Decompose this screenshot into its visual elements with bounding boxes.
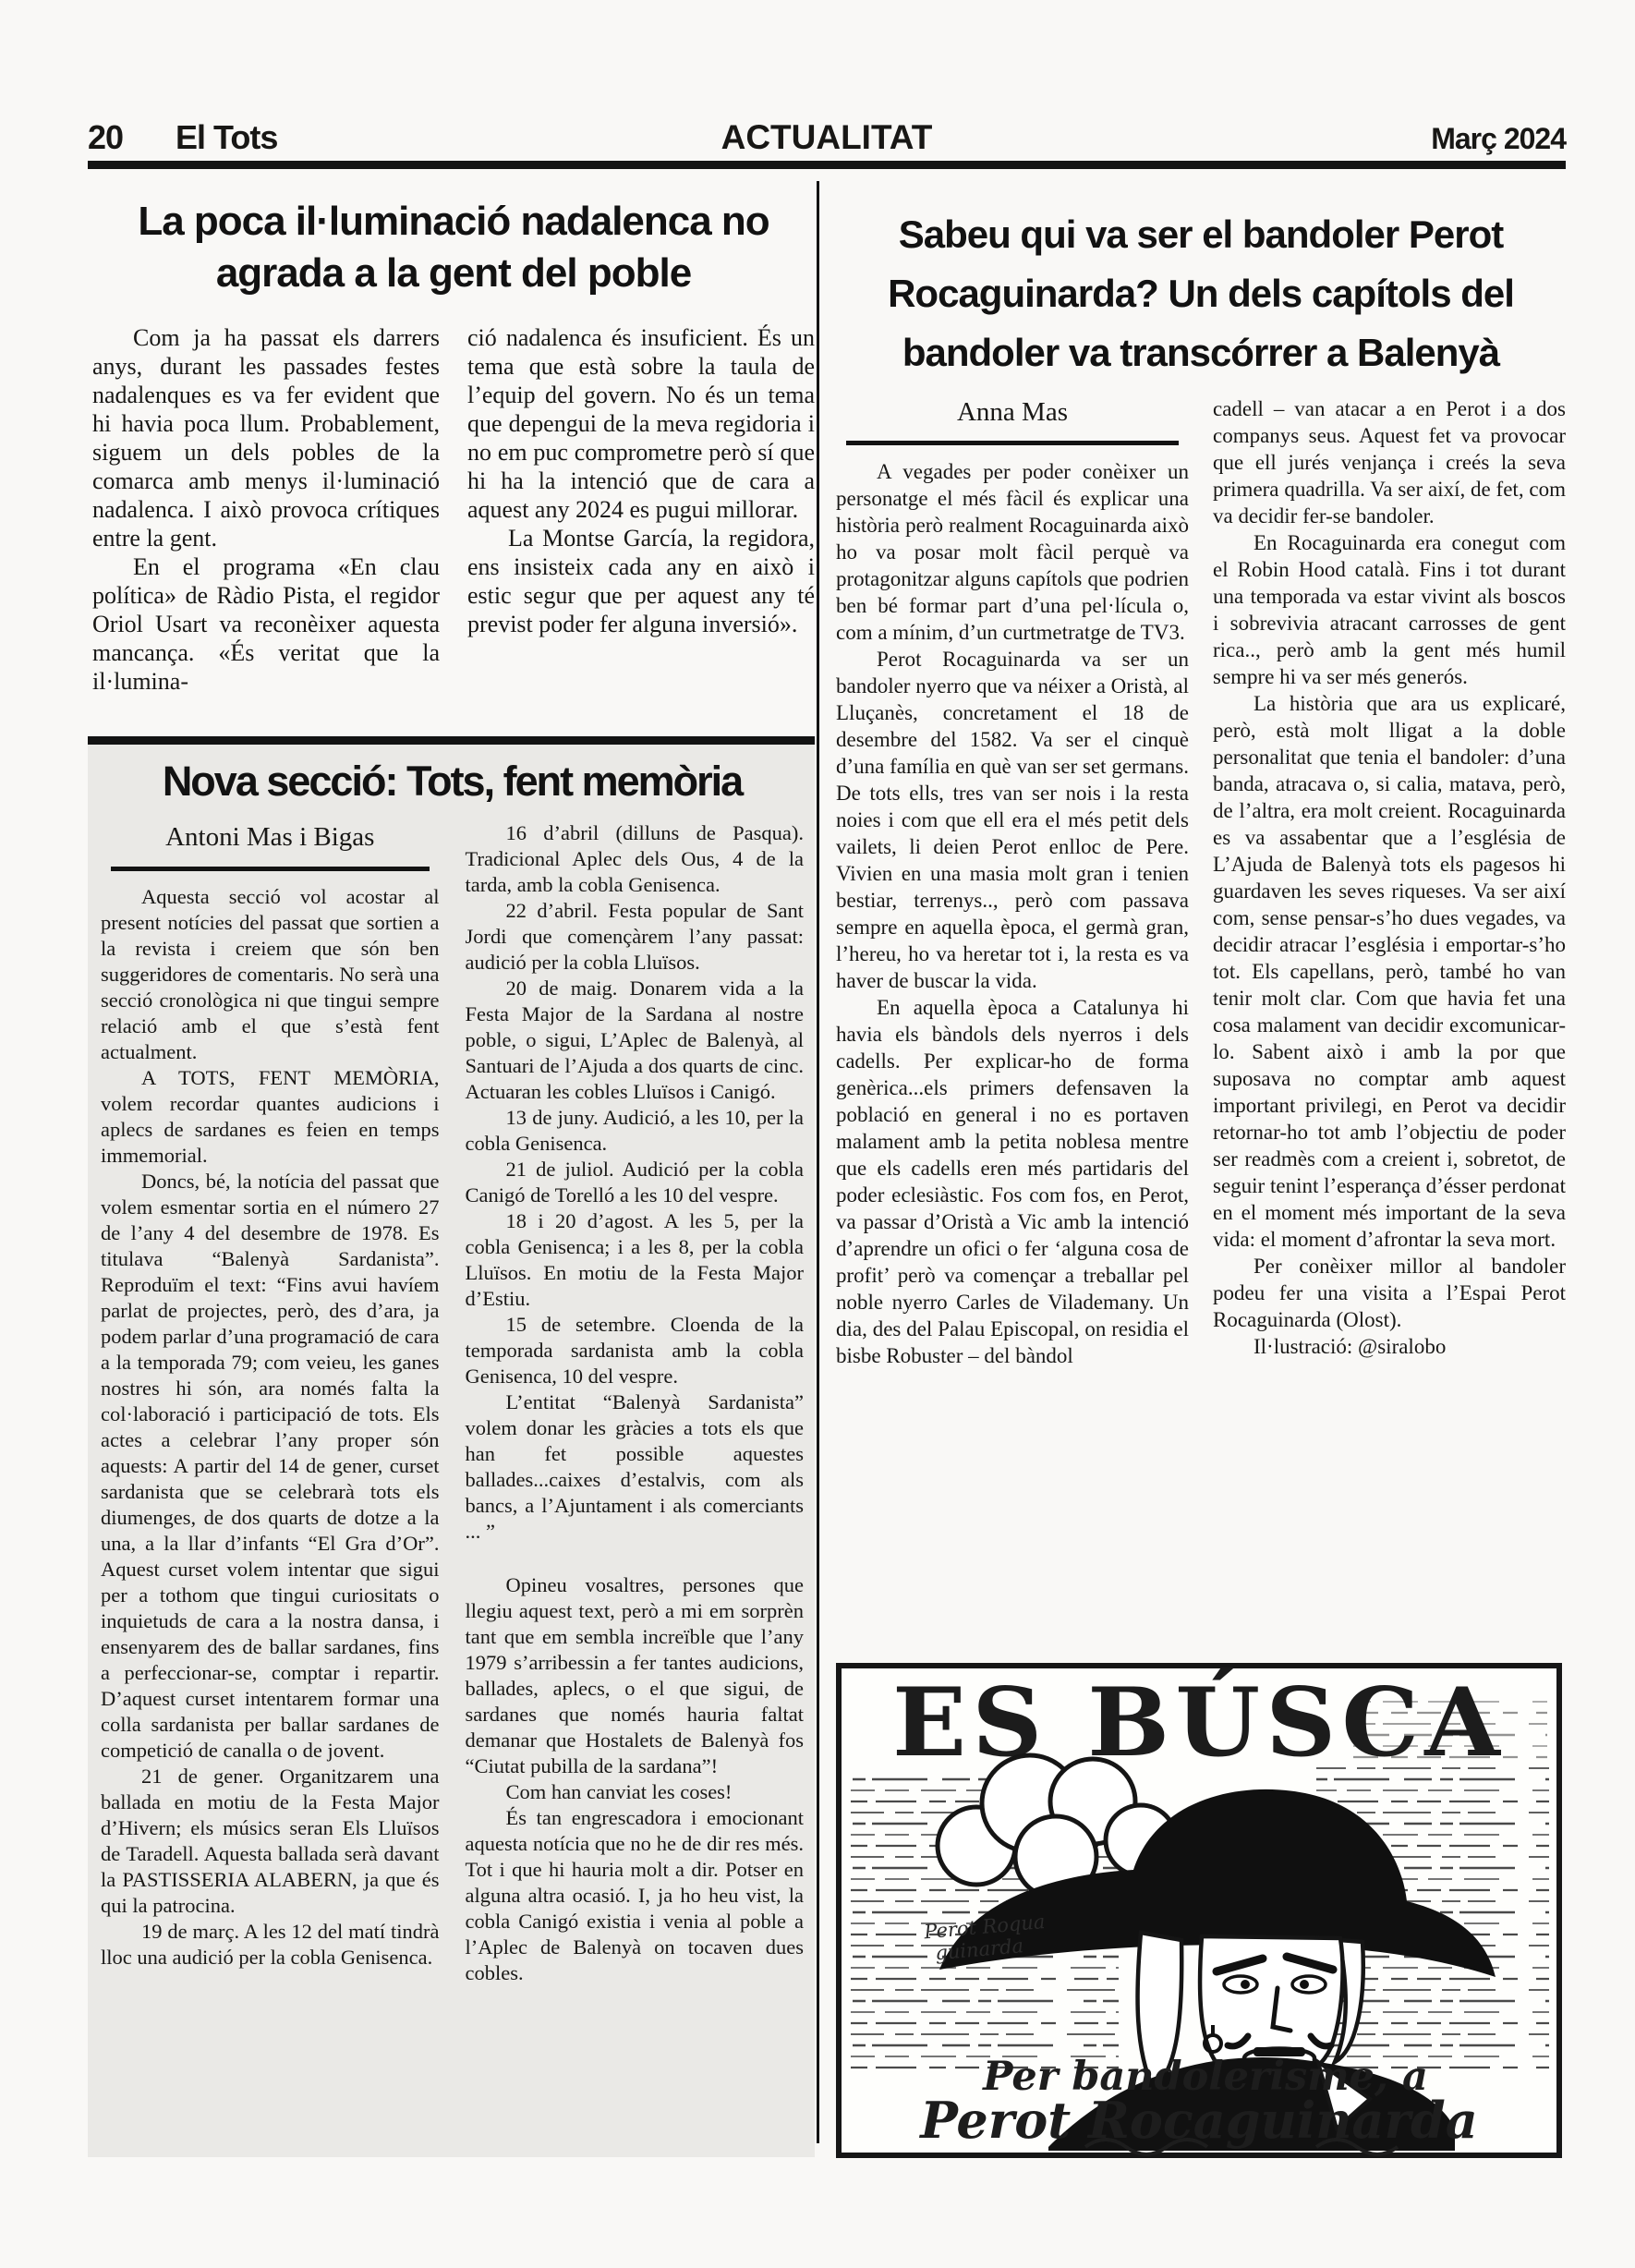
article-bandoler-columns <box>836 395 1566 1631</box>
byline-rule <box>846 441 1178 445</box>
paragraph: Per conèixer millor al bandoler podeu fer una visita a l’Espai Perot Rocaguinarda (Olost). <box>1213 1255 1566 1331</box>
article-column <box>101 820 440 2114</box>
paragraph: Aquesta secció vol acostar al present notícies del passat que sortien a la revista i creiem que són ben suggeridores de comentaris. No serà una secció cronològica ni que tingui sempre relació amb el que s’està fent actualment. <box>101 885 440 1063</box>
wanted-poster-illustration <box>836 1663 1566 2162</box>
article-lighting-title: La poca il·luminació nadalenca no agrada a la gent del poble <box>138 199 769 296</box>
paragraph: L’entitat “Balenyà Sardanista” volem donar les gràcies a tots els que han fet possible aquestes ballades...caixes d’estalvis, com als bancs, a l’Ajuntament i als comerciants ... ” <box>465 1390 804 1543</box>
paragraph: En el programa «En clau política» de Ràdio Pista, el regidor Oriol Usart va reconèixer aquesta mancança. «És veritat que la il·lumina- <box>92 553 440 695</box>
issue-date: Març 2024 <box>1431 122 1566 155</box>
paragraph: ció nadalenca és insuficient. És un tema que està sobre la taula de l’equip del govern. No és un tema que depengui de la meva regidoria i no em puc comprometre però sí que hi ha la intenció que de cara a aquest any 2024 es pugui millorar. <box>467 324 815 523</box>
page-header <box>88 118 1566 159</box>
article-memoria-columns <box>101 820 804 2114</box>
article-column <box>467 323 815 732</box>
article-lighting-columns <box>92 323 815 732</box>
poster-headline: ES BÚSCA <box>892 1668 1488 1778</box>
svg-text:guinarda: guinarda <box>934 1934 1024 1965</box>
paragraph: Com ja ha passat els darrers anys, durant les passades festes nadalenques es va fer evident que hi havia poca llum. Probablement, siguem un dels pobles de la comarca amb menys il·luminació nadalenca. I això provoca crítiques entre la gent. <box>92 324 440 552</box>
paragraph: 15 de setembre. Cloenda de la temporada sardanista amb la cobla Genisenca, 10 del vespre. <box>465 1313 804 1388</box>
header-rule <box>88 161 1566 169</box>
paragraph: Com han canviat les coses! <box>505 1780 733 1803</box>
paragraph: 13 de juny. Audició, a les 10, per la cobla Genisenca. <box>465 1106 804 1155</box>
article-column <box>466 820 805 2114</box>
poster-caption-line1: Per bandolerisme, a <box>983 2054 1428 2100</box>
paragraph: cadell – van atacar a en Perot i a dos companys seus. Aquest fet va provocar que ell jurés venjança i creés la seva primera quadrilla. Va ser així, de fet, com va decidir fer-se bandoler. <box>1213 397 1566 528</box>
article-lighting <box>92 196 815 732</box>
paragraph: A TOTS, FENT MEMÒRIA, volem recordar quantes audicions i aplecs de sardanes es feien en temps immemorial. <box>101 1066 440 1167</box>
paragraph: 20 de maig. Donarem vida a la Festa Major de la Sardana al nostre poble, o sigui, L’Aplec de Balenyà, al Santuari de l’Ajuda a dos quarts de cinc. Actuaran les cobles Lluïsos i Canigó. <box>465 976 804 1103</box>
paragraph: En aquella època a Catalunya hi havia els bàndols dels nyerros i dels cadells. Per explicar-ho de forma genèrica...els primers defensaven la població en general i no es portaven malament amb la petita noblesa mentre que els cadells eren més partidaris del poder eclesiàstic. Fos com fos, en Perot, va passar d’Oristà a Vic amb la intenció d’aprendre un ofici o fer ‘alguna cosa de profit’ però va començar a treballar pel noble nyerro Carles de Vilademany. Un dia, des del Palau Episcopal, on residia el bisbe Robuster – del bàndol <box>836 996 1189 1367</box>
paragraph: La Montse García, la regidora, ens insisteix cada any en això i estic segur que per aquest any té previst poder fer alguna inversió». <box>467 525 815 637</box>
illustration-credit: Il·lustració: @siralobo <box>1254 1335 1447 1358</box>
column-divider-rule <box>817 181 819 2143</box>
article-column <box>92 323 440 732</box>
svg-text:Perot Roqua: Perot Roqua <box>923 1910 1047 1944</box>
article-column <box>1213 395 1566 1631</box>
paragraph: 19 de març. A les 12 del matí tindrà lloc una audició per la cobla Genisenca. <box>101 1920 440 1969</box>
paragraph: 18 i 20 d’agost. A les 5, per la cobla Genisenca; i a les 8, per la cobla Lluïsos. En motiu de la Festa Major d’Estiu. <box>465 1209 804 1310</box>
article-memoria-panel <box>88 736 815 2157</box>
paragraph: Opineu vosaltres, persones que llegiu aquest text, però a mi em sorprèn tant que em sembla increïble que l’any 1979 s’arribessin a fer tantes audicions, ballades, aplecs, o el que sigui, de sardanes que només hauria faltat demanar que Hostalets de Balenyà fos “Ciutat pubilla de la sardana”! <box>465 1573 804 1777</box>
byline: Antoni Mas i Bigas <box>165 822 375 852</box>
article-memoria-title: Nova secció: Tots, fent memòria <box>162 758 743 805</box>
paragraph: La història que ara us explicaré, però, està molt lligat a la doble personalitat que tenia el bandoler: d’una banda, atracava o, si calia, matava, però, de l’altra, era molt creient. Rocaguinarda es va assabentar que a l’església de L’Ajuda de Balenyà tots els pagesos hi guardaven les seves riqueses. Va ser així com, sense pensar-s’ho dues vegades, va decidir atracar l’església i emportar-s’ho tot. Els capellans, però, també ho van tenir molt clar. Com que havia fet una cosa malament van decidir excomunicar-lo. Sabent això i amb la por que suposava no comptar amb aquest important privilegi, en Perot va decidir retornar-ho tot amb l’objectiu de poder ser readmès com a creient i, sobretot, de seguir tenint l’esperança d’ésser perdonat en el moment més important de la seva vida: el moment d’afrontar la seva mort. <box>1213 692 1566 1251</box>
byline: Anna Mas <box>956 397 1068 427</box>
paragraph: 22 d’abril. Festa popular de Sant Jordi que començàrem l’any passat: audició per la cobla Lluïsos. <box>465 899 804 974</box>
byline-rule <box>111 867 430 871</box>
paragraph: Doncs, bé, la notícia del passat que volem esmentar sortia en el número 27 de l’any 4 del desembre de 1978. Es titulava “Balenyà Sardanista”. Reproduïm el text: “Fins avui havíem parlat de projectes, però, des d’ara, ja podem parlar d’una programació de cara a la temporada 79; com veieu, les ganes nostres hi són, ara només falta la col·laboració i participació de tots. Els actes a celebrar l’any proper són aquests: A partir del 14 de gener, curset sardanista que se celebrarà tots els diumenges, de dos quarts de dotze a la una, a la llar d’infants “El Gra d’Or”. Aquest curset volem intentar que sigui per a tothom que tingui curiositats o inquietuds de cara a la nostra dansa, i ensenyarem des de ballar sardanes, fins a perfeccionar-se, comptar i repartir. D’aquest curset intentarem formar una colla sardanista per ballar sardanes de competició de canalla o de jovent. <box>101 1170 440 1762</box>
paragraph: Perot Rocaguinarda va ser un bandoler nyerro que va néixer a Oristà, al Lluçanès, concretament el 18 de desembre del 1582. Va ser el cinquè d’una família en què van ser set germans. De tots ells, tres van ser nois i la resta noies i com que ell era el més petit dels vailets, li deien Perot enlloc de Pere. Vivien en una masia molt gran i tenien bestiar, terrenys.., però com passava sempre en aquella època, el germà gran, l’hereu, ho va heretar tot i, la resta es va haver de buscar la vida. <box>836 648 1189 992</box>
paragraph: 21 de juliol. Audició per la cobla Canigó de Torelló a les 10 del vespre. <box>465 1158 804 1207</box>
paragraph: A vegades per poder conèixer un personatge el més fàcil és explicar una història però realment Rocaguinarda això ho va posar molt fàcil perquè va protagonitzar alguns capítols que podrien ben bé formar part d’una pel·lícula o, com a mínim, d’un curtmetratge de TV3. <box>836 460 1189 644</box>
paragraph: 21 de gener. Organitzarem una ballada en motiu de la Festa Major d’Hivern; els músics seran Els Lluïsos de Taradell. Aquesta ballada serà davant la PASTISSERIA ALABERN, ja que és qui la patrocina. <box>101 1765 440 1917</box>
article-bandoler-title: Sabeu qui va ser el bandoler Perot Rocaguinarda? Un dels capítols del bandoler va transcórrer a Balenyà <box>888 212 1514 374</box>
paragraph: En Rocaguinarda era conegut com el Robin Hood català. Fins i tot durant una temporada va estar vivint als boscos i sobrevivia atracant carrosses de gent rica.., però amb la gent més humil sempre hi va ser més generós. <box>1213 531 1566 688</box>
section-title: ACTUALITAT <box>721 118 933 156</box>
page-number: 20 <box>88 118 124 156</box>
magazine-name: El Tots <box>176 118 278 156</box>
paragraph: És tan engrescadora i emocionant aquesta notícia que no he de dir res més. Tot i que hi hauria molt a dir. Potser en alguna altra ocasió. I, ja ho heu vist, la cobla Canigó existia i venia al poble a l’Aplec de Balenyà on tocaven dues cobles. <box>465 1806 804 1984</box>
wanted-poster <box>836 1663 1566 2162</box>
paragraph: 16 d’abril (dilluns de Pasqua). Tradicional Aplec dels Ous, 4 de la tarda, amb la cobla Genisenca. <box>465 821 804 896</box>
poster-caption-line2: Perot Rocaguinarda <box>920 2091 1478 2150</box>
article-bandoler <box>836 205 1566 1631</box>
article-column <box>836 395 1189 1631</box>
